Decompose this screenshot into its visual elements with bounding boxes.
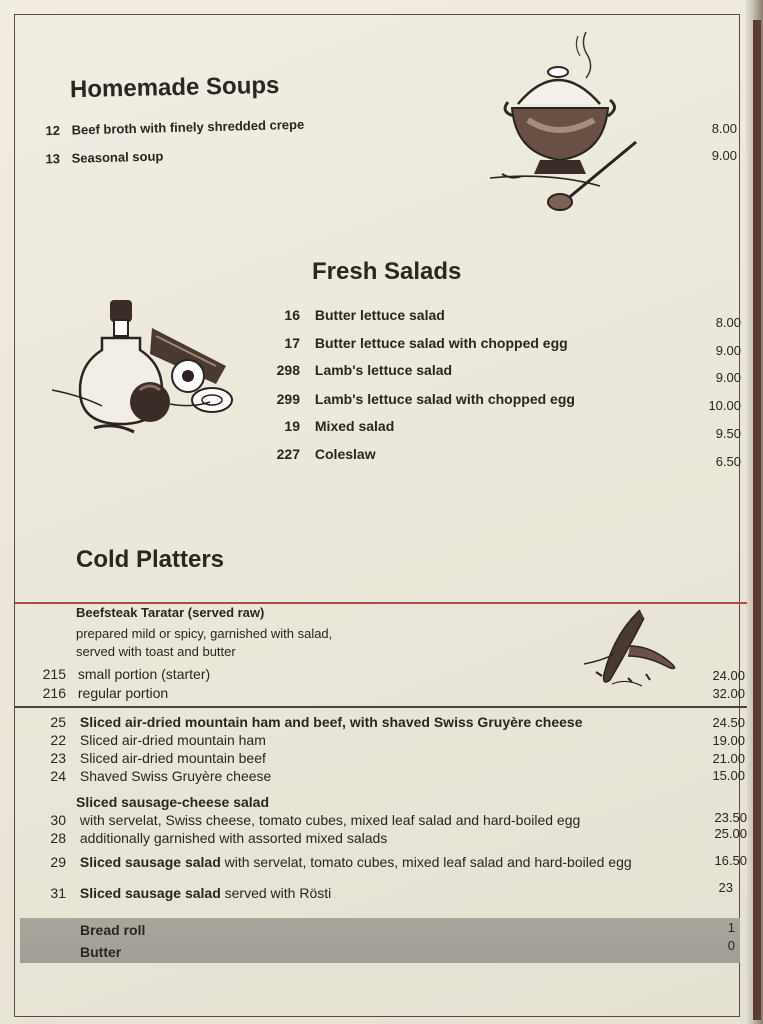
menu-item — [262, 362, 452, 378]
item-price: 9.00 — [715, 343, 741, 358]
item-name: additionally garnished with assorted mixed salads — [79, 830, 388, 846]
item-price: 15.00 — [712, 768, 745, 783]
item-number: 29 — [50, 854, 66, 870]
item-price: 8.00 — [715, 315, 741, 330]
item-price: 24.00 — [712, 668, 745, 683]
item-price: 25.00 — [714, 826, 747, 841]
item-number: 19 — [284, 418, 300, 434]
item-number: 23 — [50, 750, 66, 766]
item-number: 17 — [284, 335, 300, 351]
item-price: 6.50 — [715, 454, 741, 469]
menu-item — [38, 812, 580, 828]
item-name: Sliced air-dried mountain ham — [79, 732, 266, 748]
item-number: 30 — [50, 812, 66, 828]
item-price: 23.50 — [714, 810, 747, 825]
oil-bottle-vegetables-illustration — [52, 296, 237, 446]
section-title-cold-platters: Cold Platters — [76, 546, 225, 573]
item-number: 12 — [45, 122, 61, 139]
item-description: served with Rösti — [220, 885, 332, 901]
divider — [15, 602, 747, 604]
item-name: Butter lettuce salad with chopped egg — [314, 335, 568, 351]
item-number: 216 — [42, 685, 66, 701]
menu-item — [262, 335, 568, 351]
item-number: 22 — [50, 732, 66, 748]
soup-tureen-illustration — [488, 28, 648, 218]
extra-item-bread-roll: Bread roll — [80, 922, 146, 938]
menu-cover-edge — [745, 0, 763, 1024]
item-price: 19.00 — [712, 733, 745, 748]
item-price: 10.00 — [708, 398, 741, 413]
sausage-cheese-heading: Sliced sausage-cheese salad — [76, 794, 269, 810]
item-price: 32.00 — [712, 686, 745, 701]
menu-item — [38, 732, 266, 748]
item-name: Sliced sausage salad — [79, 885, 221, 901]
item-price: 21.00 — [712, 751, 745, 766]
item-price: 8.00 — [711, 121, 737, 136]
menu-item — [44, 149, 164, 167]
tartar-heading: Beefsteak Taratar (served raw) — [76, 605, 265, 620]
menu-item — [38, 830, 387, 846]
item-name: Lamb's lettuce salad — [314, 362, 453, 378]
item-number: 25 — [50, 714, 66, 730]
item-name: Butter lettuce salad — [314, 307, 445, 323]
menu-item — [38, 854, 632, 870]
item-name: Lamb's lettuce salad with chopped egg — [314, 391, 575, 407]
item-name: with servelat, Swiss cheese, tomato cubes, mixed leaf salad and hard-boiled egg — [79, 812, 581, 828]
item-number: 298 — [276, 362, 300, 378]
menu-item — [38, 885, 331, 901]
item-number: 16 — [284, 307, 300, 323]
menu-item — [38, 768, 271, 784]
item-name: regular portion — [77, 685, 169, 701]
divider — [15, 706, 747, 708]
item-number: 215 — [42, 666, 66, 682]
item-number: 13 — [45, 151, 61, 167]
item-price: 23 — [718, 880, 733, 895]
item-name: Seasonal soup — [71, 148, 164, 166]
item-number: 31 — [50, 885, 66, 901]
item-name: Sliced sausage salad — [79, 854, 221, 870]
menu-item — [262, 418, 394, 434]
item-name: Mixed salad — [314, 418, 395, 434]
menu-item — [262, 307, 445, 323]
item-name: small portion (starter) — [77, 666, 211, 682]
item-number: 24 — [50, 768, 66, 784]
menu-item — [262, 446, 376, 462]
menu-item — [38, 750, 266, 766]
item-name: Coleslaw — [314, 446, 376, 462]
menu-item — [38, 685, 168, 701]
extra-item-butter: Butter — [80, 944, 122, 960]
chili-peppers-illustration — [582, 608, 682, 698]
item-name: Shaved Swiss Gruyère cheese — [79, 768, 272, 784]
item-description: with servelat, tomato cubes, mixed leaf salad and hard-boiled egg — [220, 854, 632, 870]
section-title-soups: Homemade Soups — [69, 71, 280, 104]
tartar-description: prepared mild or spicy, garnished with salad, — [76, 626, 333, 641]
item-name: Sliced air-dried mountain ham and beef, with shaved Swiss Gruyère cheese — [79, 714, 583, 730]
item-price: 9.50 — [715, 426, 741, 441]
item-price: 16.50 — [714, 853, 747, 868]
section-title-salads: Fresh Salads — [312, 258, 462, 285]
item-price: 9.00 — [715, 370, 741, 385]
item-price: 24.50 — [712, 715, 745, 730]
item-number: 28 — [50, 830, 66, 846]
item-number: 299 — [276, 391, 300, 407]
menu-item — [38, 666, 210, 682]
item-price: 1 — [727, 920, 735, 935]
menu-item — [38, 714, 583, 730]
item-price: 9.00 — [711, 148, 737, 163]
item-name: Beef broth with finely shredded crepe — [71, 116, 305, 138]
item-name: Sliced air-dried mountain beef — [79, 750, 266, 766]
item-number: 227 — [276, 446, 300, 462]
item-price: 0 — [727, 938, 735, 953]
tartar-description: served with toast and butter — [76, 644, 236, 659]
menu-item — [262, 391, 575, 407]
